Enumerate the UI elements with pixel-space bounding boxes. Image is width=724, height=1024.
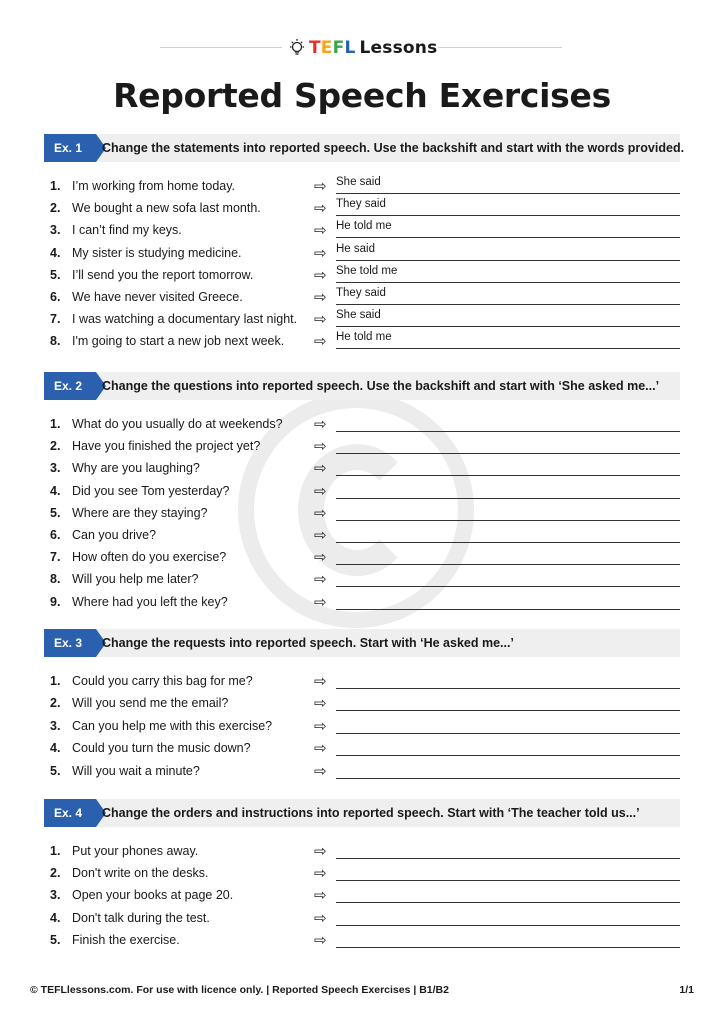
exercise-tag: Ex. 3 xyxy=(44,629,96,657)
brand-tefl xyxy=(309,38,356,58)
answer-line[interactable] xyxy=(336,304,680,305)
item-sentence: Can you help me with this exercise? xyxy=(72,718,273,733)
answer-start-words: He told me xyxy=(336,331,392,344)
exercise-header xyxy=(44,629,680,657)
item-sentence: Put your phones away. xyxy=(72,844,199,858)
right-arrow-icon: ⇨ xyxy=(314,266,327,284)
item-number: 1. xyxy=(50,844,61,858)
item-sentence: Will you wait a minute? xyxy=(72,763,200,778)
item-sentence: Why are you laughing? xyxy=(72,461,200,476)
list-item xyxy=(44,265,680,287)
item-sentence: Don't write on the desks. xyxy=(72,866,209,881)
answer-line[interactable] xyxy=(336,947,680,948)
item-sentence: Will you send me the email? xyxy=(72,696,229,711)
answer-line[interactable] xyxy=(336,326,680,327)
answer-line[interactable] xyxy=(336,348,680,349)
item-number: 2. xyxy=(50,201,61,216)
item-sentence: Where had you left the key? xyxy=(72,594,228,609)
exercise-tag: Ex. 4 xyxy=(44,799,96,827)
item-number: 5. xyxy=(50,267,61,282)
item-sentence: Did you see Tom yesterday? xyxy=(72,483,230,498)
item-sentence: Where are they staying? xyxy=(72,505,208,520)
right-arrow-icon: ⇨ xyxy=(314,717,327,735)
answer-line[interactable] xyxy=(336,586,680,587)
answer-line[interactable] xyxy=(336,733,680,734)
right-arrow-icon: ⇨ xyxy=(314,288,327,306)
exercise-3 xyxy=(44,629,680,783)
exercise-instruction: Change the questions into reported speech. Use the backshift and start with ‘She asked me...’ xyxy=(102,379,660,393)
answer-start-words: They said xyxy=(336,198,386,211)
item-number: 8. xyxy=(50,572,61,587)
item-sentence: Could you carry this bag for me? xyxy=(72,674,253,688)
list-item xyxy=(44,908,680,930)
item-sentence: I'm going to start a new job next week. xyxy=(72,334,285,349)
list-item xyxy=(44,592,680,614)
answer-line[interactable] xyxy=(336,475,680,476)
item-number: 3. xyxy=(50,223,61,238)
right-arrow-icon: ⇨ xyxy=(314,865,327,883)
right-arrow-icon: ⇨ xyxy=(314,178,327,195)
list-item xyxy=(44,761,680,783)
list-item xyxy=(44,414,680,436)
right-arrow-icon: ⇨ xyxy=(314,571,327,589)
item-sentence: Don't talk during the test. xyxy=(72,910,210,925)
exercise-items xyxy=(44,841,680,952)
list-item xyxy=(44,885,680,907)
right-arrow-icon: ⇨ xyxy=(314,311,327,329)
answer-line[interactable] xyxy=(336,902,680,903)
brand-logo xyxy=(288,36,437,60)
list-item xyxy=(44,930,680,952)
footer-text: © TEFLlessons.com. For use with licence only. | Reported Speech Exercises | B1/B2 xyxy=(30,984,449,996)
exercise-1 xyxy=(44,134,685,354)
answer-line[interactable] xyxy=(336,542,680,543)
list-item xyxy=(44,331,680,353)
list-item xyxy=(44,547,680,569)
answer-line[interactable] xyxy=(336,755,680,756)
brand-letter: L xyxy=(344,38,356,58)
list-item xyxy=(44,863,680,885)
answer-line[interactable] xyxy=(336,215,680,216)
divider-right xyxy=(438,47,562,48)
list-item xyxy=(44,693,680,715)
list-item xyxy=(44,569,680,591)
right-arrow-icon: ⇨ xyxy=(314,526,327,544)
item-sentence: I was watching a documentary last night. xyxy=(72,312,298,327)
exercise-instruction: Change the statements into reported speech. Use the backshift and start with the words provided. xyxy=(102,141,685,155)
right-arrow-icon: ⇨ xyxy=(314,333,327,351)
item-sentence: Have you finished the project yet? xyxy=(72,439,261,454)
item-number: 7. xyxy=(50,312,61,327)
list-item xyxy=(44,220,680,242)
exercise-header xyxy=(44,372,680,400)
answer-line[interactable] xyxy=(336,925,680,926)
lightbulb-icon xyxy=(288,38,306,58)
item-number: 3. xyxy=(50,461,61,476)
page-number: 1/1 xyxy=(679,984,694,996)
answer-start-words: He said xyxy=(336,242,375,255)
right-arrow-icon: ⇨ xyxy=(314,549,327,567)
right-arrow-icon: ⇨ xyxy=(314,740,327,758)
list-item xyxy=(44,503,680,525)
item-sentence: I’ll send you the report tomorrow. xyxy=(72,267,254,282)
item-sentence: Will you help me later? xyxy=(72,572,199,587)
list-item xyxy=(44,525,680,547)
exercise-header xyxy=(44,799,680,827)
item-sentence: I’m working from home today. xyxy=(72,179,236,193)
answer-line[interactable] xyxy=(336,880,680,881)
answer-line[interactable] xyxy=(336,564,680,565)
item-number: 5. xyxy=(50,505,61,520)
list-item xyxy=(44,738,680,760)
item-number: 1. xyxy=(50,417,61,431)
item-number: 6. xyxy=(50,289,61,304)
answer-line[interactable] xyxy=(336,688,680,689)
item-number: 6. xyxy=(50,527,61,542)
item-number: 4. xyxy=(50,483,61,498)
right-arrow-icon: ⇨ xyxy=(314,909,327,927)
list-item xyxy=(44,458,680,480)
list-item xyxy=(44,481,680,503)
item-number: 5. xyxy=(50,763,61,778)
list-item xyxy=(44,287,680,309)
answer-line[interactable] xyxy=(336,431,680,432)
list-item xyxy=(44,176,680,198)
brand-header xyxy=(0,36,724,60)
answer-start-words: She said xyxy=(336,176,381,188)
item-sentence: Could you turn the music down? xyxy=(72,741,251,756)
footer xyxy=(30,984,694,996)
item-number: 4. xyxy=(50,245,61,260)
list-item xyxy=(44,841,680,863)
list-item xyxy=(44,198,680,220)
exercise-instruction: Change the requests into reported speech. Start with ‘He asked me...’ xyxy=(102,636,514,650)
exercise-items xyxy=(44,414,680,614)
item-sentence: Open your books at page 20. xyxy=(72,888,234,903)
item-number: 2. xyxy=(50,866,61,881)
answer-start-words: He told me xyxy=(336,220,392,233)
page-title: Reported Speech Exercises xyxy=(113,76,611,115)
item-number: 2. xyxy=(50,696,61,711)
list-item xyxy=(44,671,680,693)
item-sentence: My sister is studying medicine. xyxy=(72,245,242,260)
item-sentence: We have never visited Greece. xyxy=(72,289,243,304)
answer-line[interactable] xyxy=(336,858,680,859)
exercise-items xyxy=(44,176,680,354)
right-arrow-icon: ⇨ xyxy=(314,482,327,500)
exercise-2 xyxy=(44,372,680,614)
item-sentence: Can you drive? xyxy=(72,527,157,542)
divider-left xyxy=(160,47,282,48)
item-number: 4. xyxy=(50,741,61,756)
answer-line[interactable] xyxy=(336,498,680,499)
brand-letter: E xyxy=(320,38,333,58)
item-number: 2. xyxy=(50,439,61,454)
exercise-4 xyxy=(44,799,680,952)
right-arrow-icon: ⇨ xyxy=(314,504,327,522)
answer-line[interactable] xyxy=(336,520,680,521)
right-arrow-icon: ⇨ xyxy=(314,200,327,218)
item-number: 3. xyxy=(50,718,61,733)
item-number: 8. xyxy=(50,334,61,349)
exercise-items xyxy=(44,671,680,783)
item-number: 4. xyxy=(50,910,61,925)
item-number: 1. xyxy=(50,179,61,193)
answer-line[interactable] xyxy=(336,237,680,238)
brand-letter: T xyxy=(309,38,321,58)
right-arrow-icon: ⇨ xyxy=(314,244,327,262)
item-sentence: I can’t find my keys. xyxy=(72,223,182,238)
right-arrow-icon: ⇨ xyxy=(314,887,327,905)
answer-start-words: They said xyxy=(336,286,386,299)
answer-line[interactable] xyxy=(336,778,680,779)
exercise-header xyxy=(44,134,685,162)
right-arrow-icon: ⇨ xyxy=(314,695,327,713)
item-sentence: How often do you exercise? xyxy=(72,550,227,565)
answer-line[interactable] xyxy=(336,282,680,283)
item-sentence: We bought a new sofa last month. xyxy=(72,201,261,216)
right-arrow-icon: ⇨ xyxy=(314,931,327,949)
list-item xyxy=(44,309,680,331)
exercise-instruction: Change the orders and instructions into reported speech. Start with ‘The teacher told us...’ xyxy=(102,806,640,820)
item-sentence: What do you usually do at weekends? xyxy=(72,417,283,431)
right-arrow-icon: ⇨ xyxy=(314,416,327,433)
item-number: 3. xyxy=(50,888,61,903)
answer-line[interactable] xyxy=(336,710,680,711)
answer-line[interactable] xyxy=(336,260,680,261)
item-number: 5. xyxy=(50,932,61,947)
list-item xyxy=(44,436,680,458)
exercise-tag: Ex. 2 xyxy=(44,372,96,400)
right-arrow-icon: ⇨ xyxy=(314,222,327,240)
right-arrow-icon: ⇨ xyxy=(314,460,327,478)
brand-letter: F xyxy=(332,38,345,58)
item-sentence: Finish the exercise. xyxy=(72,932,180,947)
brand-lessons: Lessons xyxy=(359,38,438,58)
answer-line[interactable] xyxy=(336,609,680,610)
answer-line[interactable] xyxy=(336,193,680,194)
answer-start-words: She said xyxy=(336,309,381,322)
list-item xyxy=(44,716,680,738)
exercise-tag: Ex. 1 xyxy=(44,134,96,162)
item-number: 9. xyxy=(50,594,61,609)
answer-line[interactable] xyxy=(336,453,680,454)
list-item xyxy=(44,243,680,265)
right-arrow-icon: ⇨ xyxy=(314,438,327,456)
right-arrow-icon: ⇨ xyxy=(314,593,327,611)
item-number: 1. xyxy=(50,674,61,688)
right-arrow-icon: ⇨ xyxy=(314,843,327,860)
right-arrow-icon: ⇨ xyxy=(314,762,327,780)
right-arrow-icon: ⇨ xyxy=(314,673,327,690)
item-number: 7. xyxy=(50,550,61,565)
answer-start-words: She told me xyxy=(336,264,398,277)
